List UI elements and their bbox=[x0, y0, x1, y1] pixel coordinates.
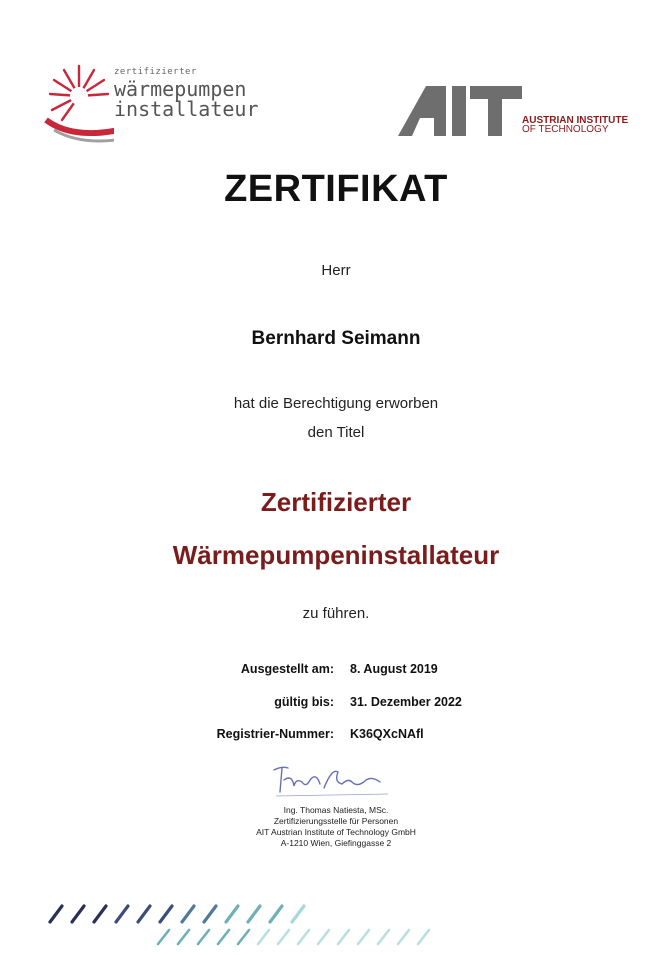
registration-value: K36QXcNAfl bbox=[350, 727, 424, 741]
footer-stripe bbox=[278, 930, 289, 944]
signatory-organization: AIT Austrian Institute of Technology GmbH bbox=[256, 827, 416, 837]
closing-text: zu führen. bbox=[302, 605, 370, 622]
footer-stripe bbox=[182, 906, 194, 922]
ait-line2: OF TECHNOLOGY bbox=[522, 124, 609, 135]
valid-until-value: 31. Dezember 2022 bbox=[350, 695, 462, 709]
issued-value: 8. August 2019 bbox=[350, 662, 438, 676]
certificate-title: ZERTIFIKAT bbox=[224, 168, 448, 210]
ait-line1: AUSTRIAN INSTITUTE bbox=[522, 115, 629, 126]
footer-stripe bbox=[258, 930, 269, 944]
footer-stripe bbox=[226, 906, 238, 922]
footer-stripe bbox=[160, 906, 172, 922]
footer-stripe bbox=[248, 906, 260, 922]
footer-stripe bbox=[292, 906, 304, 922]
logo-small-text: zertifizierter bbox=[114, 67, 197, 77]
footer-stripe bbox=[398, 930, 409, 944]
signatory-name: Ing. Thomas Natiesta, MSc. bbox=[283, 805, 389, 815]
footer-stripe bbox=[358, 930, 369, 944]
waermepumpen-installateur-logo bbox=[44, 58, 274, 148]
sunburst-icon bbox=[44, 58, 114, 148]
ait-mark-icon bbox=[398, 86, 522, 138]
logo-line1: wärmepumpen bbox=[114, 77, 247, 101]
footer-stripe bbox=[50, 906, 62, 922]
registration-label: Registrier-Nummer: bbox=[216, 727, 334, 741]
footer-stripe bbox=[198, 930, 209, 944]
footer-stripe bbox=[318, 930, 329, 944]
issued-label: Ausgestellt am: bbox=[240, 662, 334, 676]
footer-stripe bbox=[378, 930, 389, 944]
footer-stripe bbox=[158, 930, 169, 944]
statement-line2: den Titel bbox=[307, 424, 365, 441]
footer-stripe bbox=[94, 906, 106, 922]
footer-stripe bbox=[298, 930, 309, 944]
statement-line1: hat die Berechtigung erworben bbox=[233, 395, 439, 412]
footer-stripe bbox=[138, 906, 150, 922]
logo-line2: installateur bbox=[114, 97, 259, 121]
valid-until-label: gültig bis: bbox=[274, 695, 334, 709]
footer-stripe bbox=[72, 906, 84, 922]
footer-stripe bbox=[116, 906, 128, 922]
signature-icon bbox=[268, 758, 398, 802]
signatory-role: Zertifizierungsstelle für Personen bbox=[273, 816, 399, 826]
footer-stripe bbox=[204, 906, 216, 922]
recipient-name: Bernhard Seimann bbox=[251, 328, 421, 349]
footer-stripe bbox=[238, 930, 249, 944]
ait-logo bbox=[398, 86, 648, 142]
footer-stripe bbox=[178, 930, 189, 944]
salutation: Herr bbox=[321, 262, 351, 279]
footer-stripe bbox=[418, 930, 429, 944]
footer-stripe bbox=[338, 930, 349, 944]
signatory-address: A-1210 Wien, Giefinggasse 2 bbox=[280, 838, 392, 848]
role-title-line1: Zertifizierter bbox=[260, 487, 412, 517]
role-title-line2: Wärmepumpeninstallateur bbox=[172, 540, 500, 570]
footer-stripe bbox=[270, 906, 282, 922]
footer-stripes-icon bbox=[40, 900, 460, 950]
footer-stripe bbox=[218, 930, 229, 944]
